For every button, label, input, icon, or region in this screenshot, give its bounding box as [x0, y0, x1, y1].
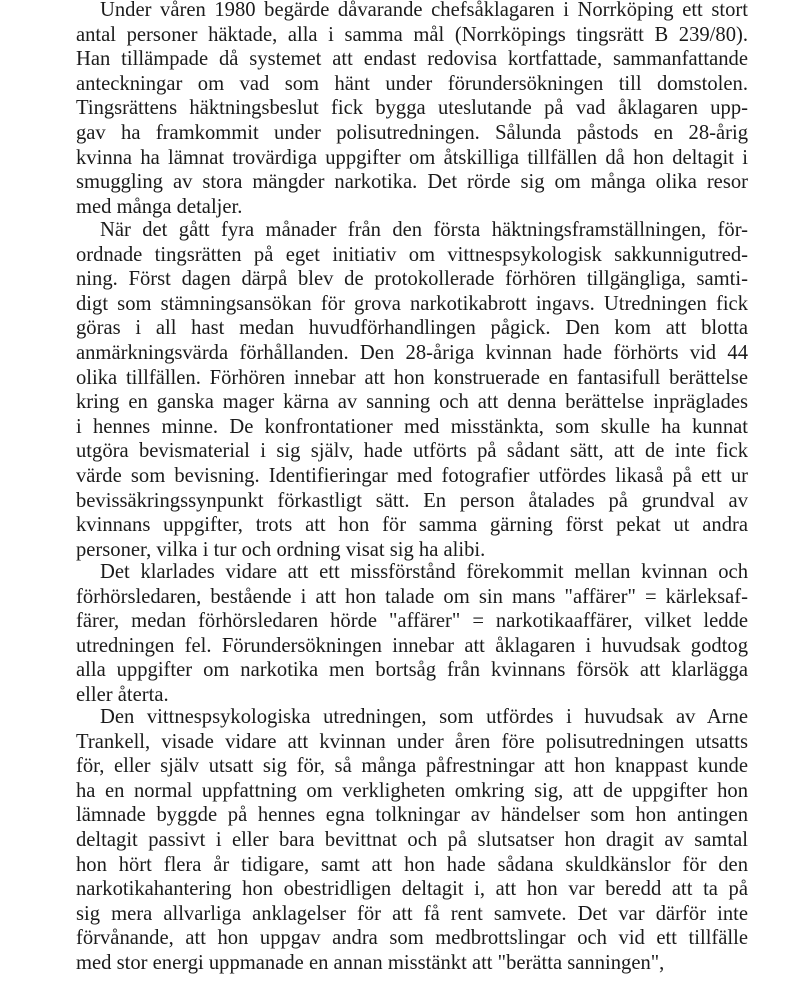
text-line: bevissäkringssynpunkt förkastligt sätt. En person åtalades på grundval av	[76, 489, 748, 512]
text-line: kring en ganska mager kärna av sanning och att denna berättelse inpräglades	[76, 391, 748, 414]
text-line: förvånande, att hon uppgav andra som medbrottslingar och vid ett tillfälle	[76, 927, 748, 950]
text-line: Det klarlades vidare att ett missförstånd förekommit mellan kvinnan och	[100, 561, 748, 583]
text-line: i hennes minne. De konfrontationer med misstänkta, som skulle ha kunnat	[76, 415, 748, 438]
text-line: med stor energi uppmanade en annan misstänkt att "berätta sanningen",	[76, 951, 665, 974]
text-line: antal personer häktade, alla i samma mål (Norrköpings tingsrätt B 239/80).	[76, 23, 748, 46]
text-line: ning. Först dagen därpå blev de protokollerade förhören tillgängliga, samti-	[76, 268, 748, 291]
text-line: olika tillfällen. Förhören innebar att hon konstruerade en fantasifull berättelse	[76, 366, 748, 389]
text-line: gav ha framkommit under polisutredningen. Sålunda påstods en 28-årig	[76, 121, 748, 144]
text-line: för, eller själv utsatt sig för, så många påfrestningar att hon knappast kunde	[76, 755, 748, 778]
paragraph-2	[76, 218, 748, 562]
text-line: utredningen fel. Förundersökningen innebar att åklagaren i huvudsak godtog	[76, 634, 748, 657]
text-line: narkotikahantering hon obestridligen deltagit i, att hon var beredd att ta på	[76, 878, 748, 901]
text-line: alla uppgifter om narkotika men bortsåg från kvinnans försök att klarlägga	[76, 659, 748, 682]
text-line: anteckningar om vad som hänt under förundersökningen till domstolen.	[76, 72, 748, 95]
text-line: anmärkningsvärda förhållanden. Den 28-åriga kvinnan hade förhörts vid 44	[76, 341, 748, 364]
paragraph-1	[76, 0, 748, 219]
text-line: Trankell, visade vidare att kvinnan under åren före polisutredningen utsatts	[76, 730, 748, 753]
text-line: hon hört flera år tidigare, samt att hon hade sådana skuldkänslor för den	[76, 853, 748, 876]
text-line: digt som stämningsansökan för grova narkotikabrott ingavs. Utredningen fick	[76, 292, 748, 315]
text-line: Han tillämpade då systemet att endast redovisa kortfattade, sammanfattande	[76, 48, 748, 71]
text-line: färer, medan förhörsledaren hörde "affärer" = narkotikaaffärer, vilket ledde	[76, 610, 748, 633]
text-line: eller återta.	[76, 683, 169, 706]
paragraph-4	[76, 705, 748, 976]
text-line: När det gått fyra månader från den första häktningsframställningen, för-	[100, 219, 748, 241]
text-line: smuggling av stora mängder narkotika. Det rörde sig om många olika resor	[76, 171, 748, 194]
text-line: Tingsrättens häktningsbeslut fick bygga uteslutande på vad åklagaren upp-	[76, 97, 748, 120]
text-line: kvinnans uppgifter, trots att hon för samma gärning först pekat ut andra	[76, 514, 748, 537]
text-line: ha en normal uppfattning om verkligheten omkring sig, att de uppgifter hon	[76, 779, 748, 802]
paragraph-3	[76, 560, 748, 708]
text-line: Den vittnespsykologiska utredningen, som utfördes i huvudsak av Arne	[100, 706, 748, 728]
text-line: sig mera allvarliga anklagelser för att få rent samvete. Det var därför inte	[76, 902, 748, 925]
text-line: kvinna ha lämnat trovärdiga uppgifter om åtskilliga tillfällen då hon deltagit i	[76, 146, 748, 169]
text-line: utgöra bevismaterial i sig själv, hade utförts på sådant sätt, att de inte fick	[76, 440, 748, 463]
text-line: lämnade byggde på hennes egna tolkningar av händelser som hon antingen	[76, 804, 748, 827]
text-line: ordnade tingsrätten på eget initiativ om vittnespsykologisk sakkunnigutred-	[76, 243, 748, 266]
text-line: Under våren 1980 begärde dåvarande chefsåklagaren i Norrköping ett stort	[100, 0, 748, 21]
text-line: med många detaljer.	[76, 195, 243, 218]
text-line: värde som bevisning. Identifieringar med fotografier utfördes likaså på ett ur	[76, 464, 748, 487]
text-line: förhörsledaren, bestående i att hon talade om sin mans "affärer" = kärleksaf-	[76, 585, 748, 608]
text-line: deltagit passivt i eller bara bevittnat och på slutsatser hon dragit av samtal	[76, 828, 748, 851]
text-line: göras i all hast medan huvudförhandlingen pågick. Den kom att blotta	[76, 317, 748, 340]
text-line: personer, vilka i tur och ordning visat sig ha alibi.	[76, 538, 486, 561]
